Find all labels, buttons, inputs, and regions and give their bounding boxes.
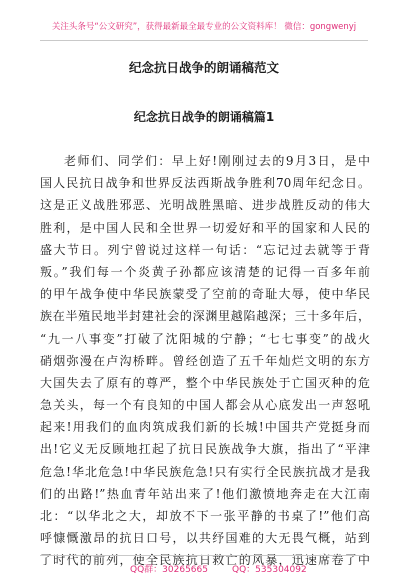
qq-number: QQ：535304092 [232, 565, 307, 575]
text-line: 急关头，每一个有良知的中国人都会从心底发出一声怒吼 [40, 398, 370, 413]
text-line: 出!它义无反顾地扛起了抗日民族战争大旗，指出了“平津 [40, 442, 370, 457]
text-line: 危急!华北危急!中华民族危急!只有实行全民族抗战才是我 [40, 464, 370, 479]
page-header-banner: 关注头条号“公文研究”，获得最新最全最专业的公文资料库！ 微信：gongwenyj [51, 22, 357, 32]
footer-divider [40, 555, 368, 556]
section-title: 纪念抗日战争的朗诵稿篇1 [133, 110, 275, 124]
text-line: 老师们、同学们：早上好!刚刚过去的9月3日，是中 [64, 154, 370, 168]
text-line: 硝烟弥漫在卢沟桥畔。曾经创造了五千年灿烂文明的东方 [40, 353, 370, 368]
text-line: 这是正义战胜邪恶、光明战胜黑暗、进步战胜反动的伟大 [40, 198, 370, 213]
text-line: 盛大节日。列宁曾说过这样一句话：“忘记过去就等于背 [40, 242, 370, 257]
text-line: 了时代的前列，使全民族抗日救亡的风暴，迅速席卷了中 [40, 553, 370, 568]
text-line: 呼慷慨激昂的抗日口号，以共纾国难的大无畏气概，站到 [40, 531, 370, 546]
text-line: 北：“以华北之大，却放不下一张平静的书桌了!”他们高 [40, 509, 370, 523]
text-line: 们的出路!”热血青年站出来了!他们激愤地奔走在大江南 [40, 486, 370, 501]
text-line: 族在半殖民地半封建社会的深渊里越陷越深；三十多年后， [40, 309, 370, 324]
text-line: 叛。”我们每一个炎黄子孙都应该清楚的记得一百多年前 [40, 264, 370, 279]
body-text [40, 150, 370, 572]
header-divider [40, 40, 368, 41]
text-line: 的甲午战争使中华民族蒙受了空前的奇耻大辱，使中华民 [40, 287, 370, 302]
text-line: 大国失去了原有的尊严，整个中华民族处于亡国灭种的危 [40, 375, 370, 390]
document-title: 纪念抗日战争的朗诵稿范文 [128, 60, 279, 75]
text-line: 国人民抗日战争和世界反法西斯战争胜利70周年纪念日。 [40, 176, 370, 191]
text-line: 起来!用我们的血肉筑成我们新的长城!中国共产党挺身而 [40, 420, 370, 435]
text-line: 胜利，是中国人民和全世界一切爱好和平的国家和人民的 [40, 220, 370, 235]
qq-group-number: QQ群：30265665 [130, 565, 208, 575]
text-line: “九一八事变”打破了沈阳城的宁静；“七七事变”的战火 [40, 331, 370, 346]
